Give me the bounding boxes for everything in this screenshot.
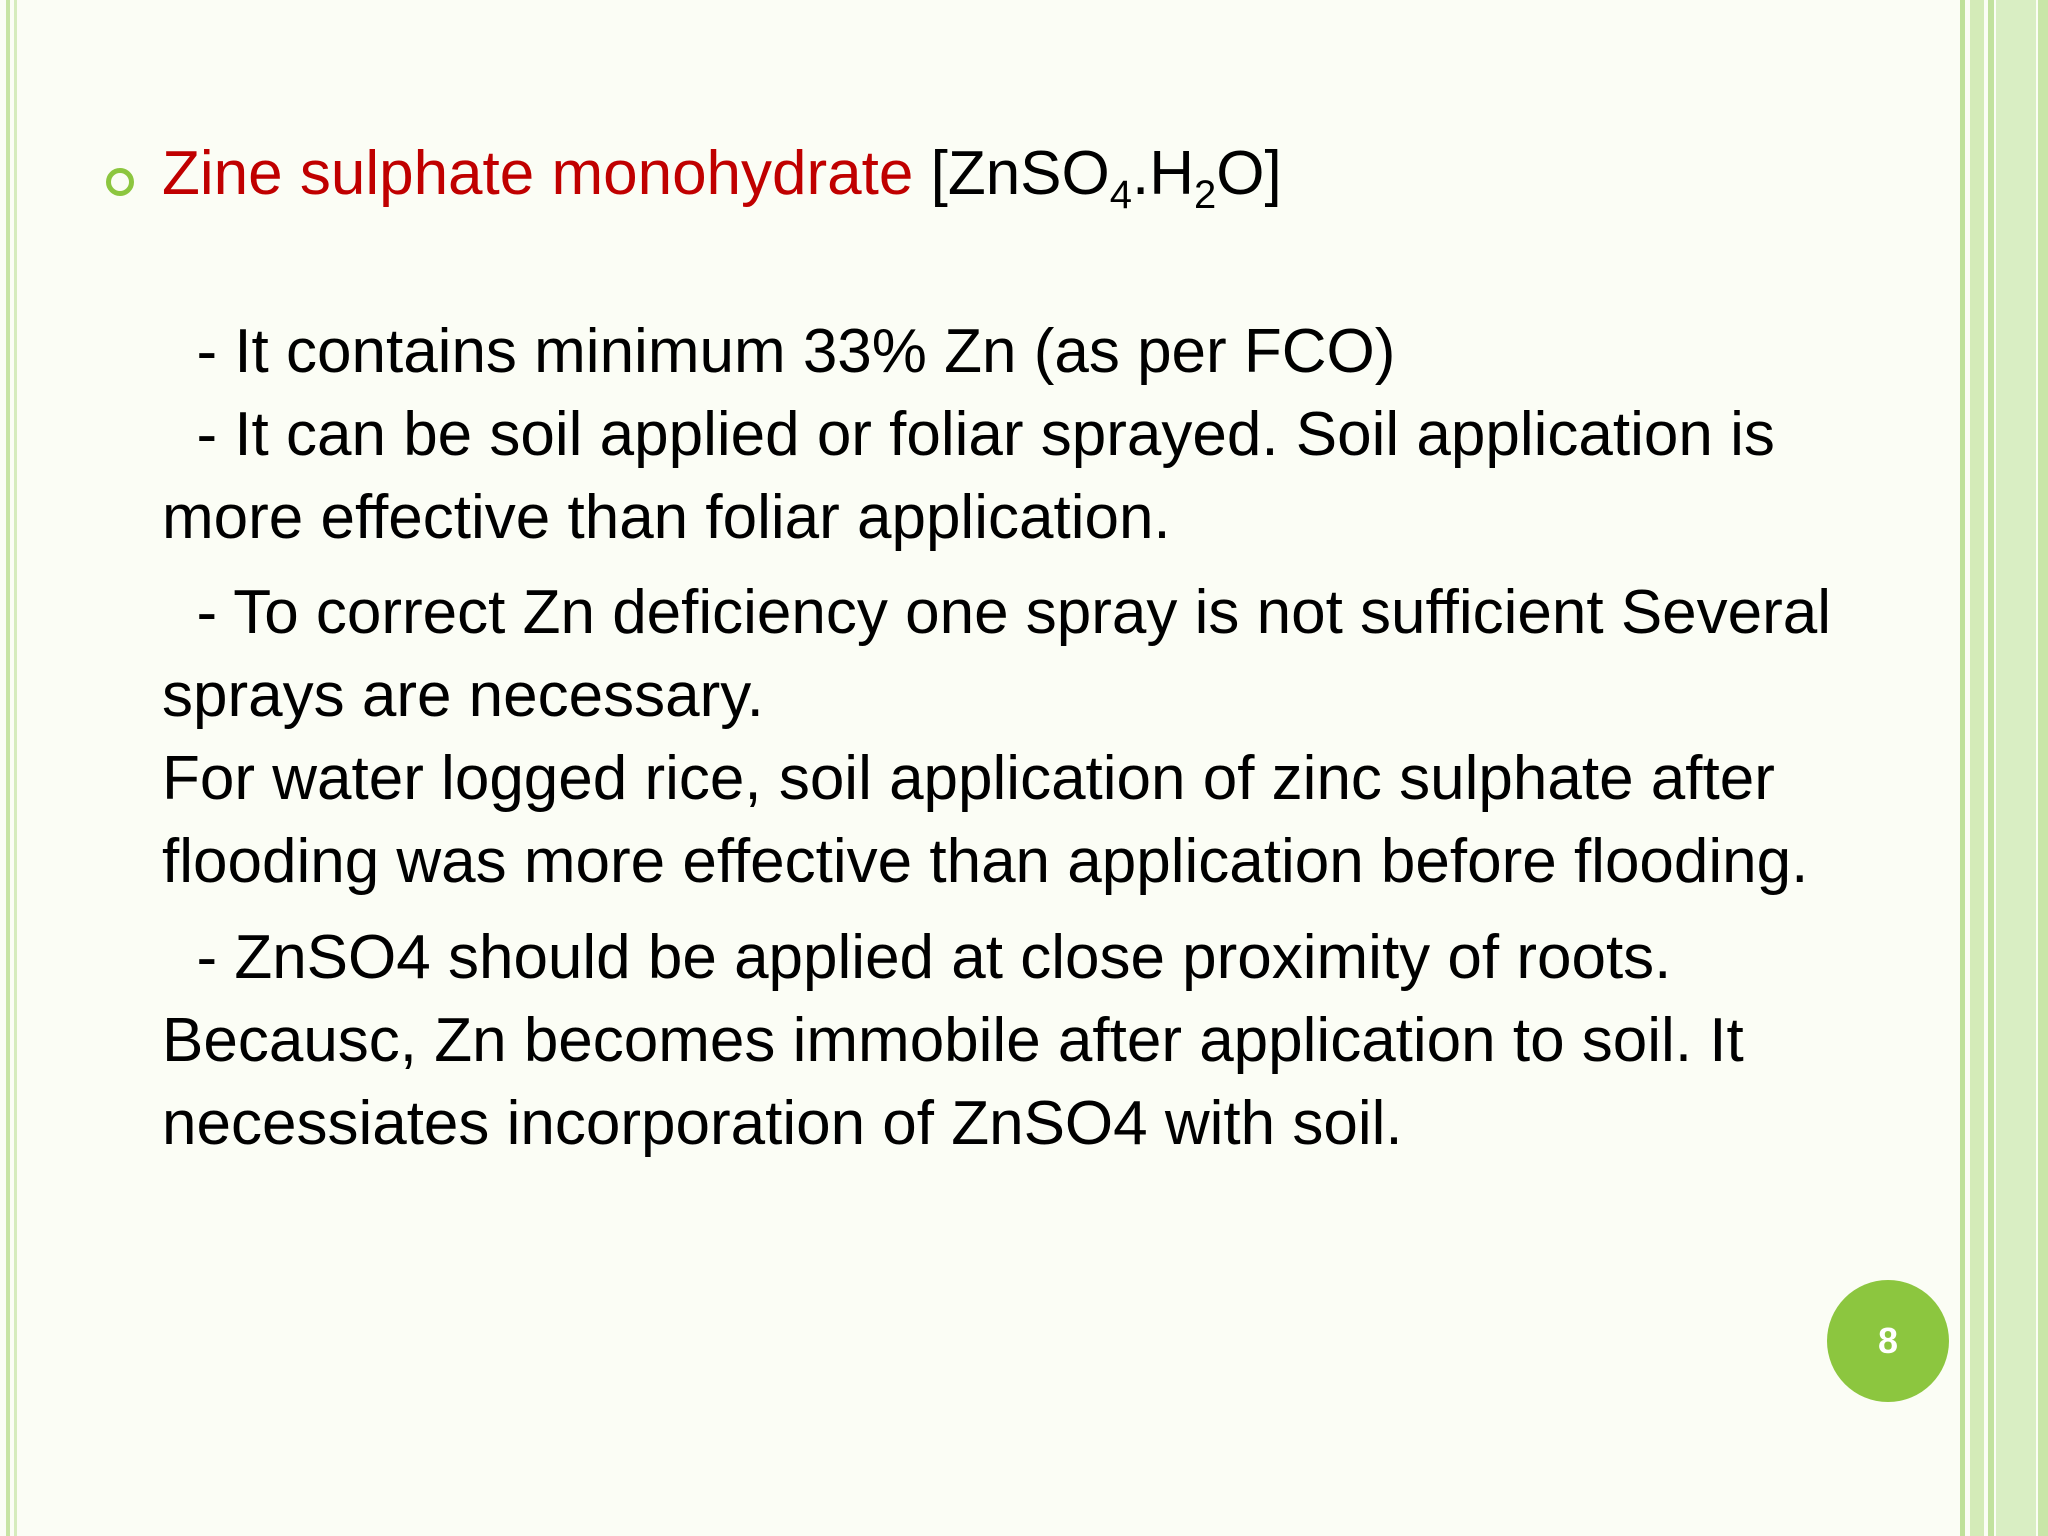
right-border-stripe xyxy=(1988,0,1994,1536)
body-line: - It contains minimum 33% Zn (as per FCO) xyxy=(162,317,1396,386)
body-line: necessiates incorporation of ZnSO4 with soil. xyxy=(162,1089,1403,1158)
heading-title: Zine sulphate monohydrate xyxy=(162,139,914,208)
body-line: - It can be soil applied or foliar sprayed. Soil application is xyxy=(162,400,1775,469)
left-border-line xyxy=(6,0,10,1536)
page-number-badge: 8 xyxy=(1827,1280,1949,1402)
body-line: For water logged rice, soil application of zinc sulphate after xyxy=(162,744,1775,813)
heading-formula: $[ZnSO_4.H_2O]$ xyxy=(930,139,1282,217)
body-line: - To correct Zn deficiency one spray is not sufficient Several xyxy=(162,578,1832,647)
bullet-circle-icon xyxy=(106,168,134,196)
right-border-stripe xyxy=(1996,0,2036,1536)
right-border-stripe xyxy=(2038,0,2048,1536)
right-border-stripe xyxy=(1960,0,1965,1536)
body-line: - ZnSO4 should be applied at close proximity of roots. xyxy=(162,923,1672,992)
slide-heading xyxy=(162,136,1282,217)
body-line: Becausc, Zn becomes immobile after application to soil. It xyxy=(162,1006,1744,1075)
left-border-line-inner xyxy=(14,0,17,1536)
right-border-stripe xyxy=(1970,0,1984,1536)
body-line: sprays are necessary. xyxy=(162,661,764,730)
body-line: more effective than foliar application. xyxy=(162,483,1171,552)
body-line: flooding was more effective than application before flooding. xyxy=(162,827,1809,896)
